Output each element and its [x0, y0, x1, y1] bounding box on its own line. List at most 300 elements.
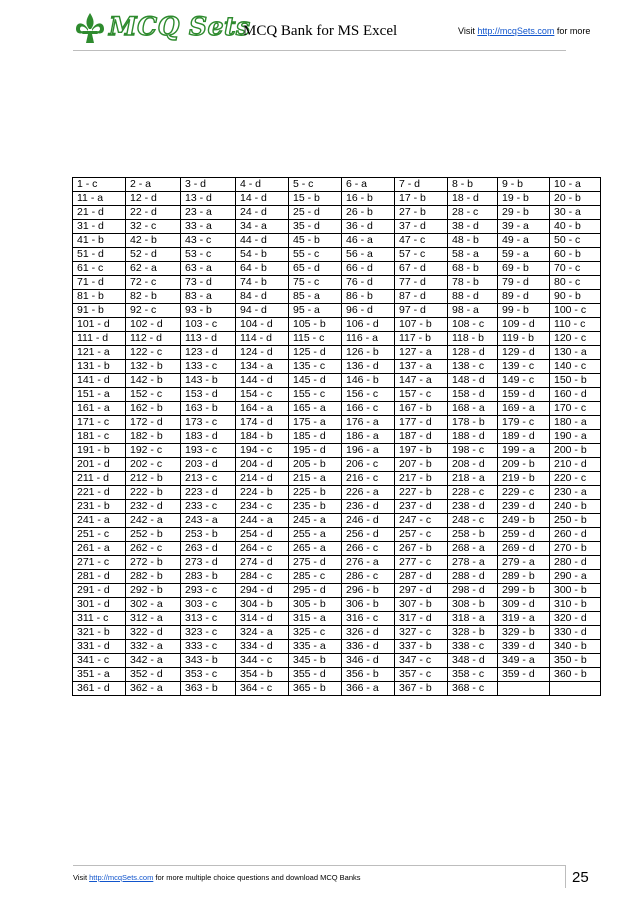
answer-cell: 283 - b [181, 570, 236, 584]
answer-cell: 300 - b [550, 584, 601, 598]
answer-cell: 317 - d [395, 612, 448, 626]
table-row [73, 206, 601, 220]
answer-cell: 350 - b [550, 654, 601, 668]
answer-cell: 231 - b [73, 500, 126, 514]
answer-cell: 324 - a [236, 626, 289, 640]
answer-cell: 95 - a [289, 304, 342, 318]
answer-cell: 330 - d [550, 626, 601, 640]
table-row [73, 584, 601, 598]
answer-cell: 165 - a [289, 402, 342, 416]
answer-cell: 208 - d [448, 458, 498, 472]
table-row [73, 248, 601, 262]
answer-cell: 139 - c [498, 360, 550, 374]
answer-cell: 254 - d [236, 528, 289, 542]
answer-cell: 92 - c [126, 304, 181, 318]
answer-cell: 31 - d [73, 220, 126, 234]
answer-cell: 305 - b [289, 598, 342, 612]
answer-cell: 212 - b [126, 472, 181, 486]
answer-cell: 307 - b [395, 598, 448, 612]
answer-cell: 262 - c [126, 542, 181, 556]
answer-cell: 227 - b [395, 486, 448, 500]
answer-cell: 106 - d [342, 318, 395, 332]
answer-cell: 107 - b [395, 318, 448, 332]
answer-cell: 96 - d [342, 304, 395, 318]
answer-cell: 63 - a [181, 262, 236, 276]
answer-cell: 36 - d [342, 220, 395, 234]
answer-cell: 89 - d [498, 290, 550, 304]
answer-cell: 198 - c [448, 444, 498, 458]
answer-cell: 73 - d [181, 276, 236, 290]
answer-cell: 80 - c [550, 276, 601, 290]
answer-cell: 297 - d [395, 584, 448, 598]
answer-cell: 196 - a [342, 444, 395, 458]
answer-cell: 113 - d [181, 332, 236, 346]
table-row [73, 374, 601, 388]
answer-cell: 285 - c [289, 570, 342, 584]
answer-cell: 43 - c [181, 234, 236, 248]
answer-cell: 60 - b [550, 248, 601, 262]
answer-cell: 153 - d [181, 388, 236, 402]
answer-cell: 86 - b [342, 290, 395, 304]
answer-cell: 2 - a [126, 178, 181, 192]
table-row [73, 444, 601, 458]
answer-cell: 191 - b [73, 444, 126, 458]
answer-cell: 220 - c [550, 472, 601, 486]
answer-cell: 244 - a [236, 514, 289, 528]
answer-cell: 365 - b [289, 682, 342, 696]
answer-cell: 148 - d [448, 374, 498, 388]
answer-cell: 5 - c [289, 178, 342, 192]
answer-cell: 24 - d [236, 206, 289, 220]
table-row [73, 360, 601, 374]
answer-cell: 33 - a [181, 220, 236, 234]
answer-cell: 127 - a [395, 346, 448, 360]
answer-cell: 83 - a [181, 290, 236, 304]
answer-cell: 313 - c [181, 612, 236, 626]
answer-cell: 272 - b [126, 556, 181, 570]
answer-cell: 102 - d [126, 318, 181, 332]
answer-cell: 229 - c [498, 486, 550, 500]
answer-cell: 147 - a [395, 374, 448, 388]
table-row [73, 612, 601, 626]
answer-cell: 314 - d [236, 612, 289, 626]
answer-cell: 344 - c [236, 654, 289, 668]
answer-cell: 210 - d [550, 458, 601, 472]
answer-cell: 356 - b [342, 668, 395, 682]
answer-cell: 333 - c [181, 640, 236, 654]
answer-cell: 203 - d [181, 458, 236, 472]
answer-cell: 359 - d [498, 668, 550, 682]
answer-cell: 180 - a [550, 416, 601, 430]
answer-cell: 235 - b [289, 500, 342, 514]
answer-cell: 188 - d [448, 430, 498, 444]
answer-cell: 363 - b [181, 682, 236, 696]
answer-cell: 117 - b [395, 332, 448, 346]
answer-cell: 99 - b [498, 304, 550, 318]
answer-cell: 353 - c [181, 668, 236, 682]
answer-cell: 223 - d [181, 486, 236, 500]
answer-cell: 259 - d [498, 528, 550, 542]
answer-cell: 256 - d [342, 528, 395, 542]
answer-cell: 246 - d [342, 514, 395, 528]
answer-cell: 270 - b [550, 542, 601, 556]
answer-cell: 170 - c [550, 402, 601, 416]
answer-cell: 248 - c [448, 514, 498, 528]
answer-cell: 219 - b [498, 472, 550, 486]
answer-cell: 90 - b [550, 290, 601, 304]
answer-cell: 340 - b [550, 640, 601, 654]
answer-cell: 338 - c [448, 640, 498, 654]
answer-key-table [72, 177, 601, 696]
answer-cell: 172 - d [126, 416, 181, 430]
answer-cell: 51 - d [73, 248, 126, 262]
answer-cell: 26 - b [342, 206, 395, 220]
answer-cell: 214 - d [236, 472, 289, 486]
answer-cell: 130 - a [550, 346, 601, 360]
answer-cell: 291 - d [73, 584, 126, 598]
answer-cell: 239 - d [498, 500, 550, 514]
answer-cell: 255 - a [289, 528, 342, 542]
answer-cell: 109 - d [498, 318, 550, 332]
answer-cell: 238 - d [448, 500, 498, 514]
answer-cell: 59 - a [498, 248, 550, 262]
table-row [73, 486, 601, 500]
answer-cell: 21 - d [73, 206, 126, 220]
answer-cell: 360 - b [550, 668, 601, 682]
answer-cell: 346 - d [342, 654, 395, 668]
table-row [73, 304, 601, 318]
answer-cell: 199 - a [498, 444, 550, 458]
answer-cell: 329 - b [498, 626, 550, 640]
answer-cell: 342 - a [126, 654, 181, 668]
answer-cell: 343 - b [181, 654, 236, 668]
answer-cell: 52 - d [126, 248, 181, 262]
answer-cell: 364 - c [236, 682, 289, 696]
answer-cell: 16 - b [342, 192, 395, 206]
answer-cell: 304 - b [236, 598, 289, 612]
answer-cell: 163 - b [181, 402, 236, 416]
answer-cell: 82 - b [126, 290, 181, 304]
answer-cell: 366 - a [342, 682, 395, 696]
answer-cell: 123 - d [181, 346, 236, 360]
answer-cell: 4 - d [236, 178, 289, 192]
answer-cell: 32 - c [126, 220, 181, 234]
answer-cell: 295 - d [289, 584, 342, 598]
answer-cell: 174 - d [236, 416, 289, 430]
answer-cell: 144 - d [236, 374, 289, 388]
answer-cell: 142 - b [126, 374, 181, 388]
answer-cell: 296 - b [342, 584, 395, 598]
answer-cell: 71 - d [73, 276, 126, 290]
table-row [73, 388, 601, 402]
answer-cell: 221 - d [73, 486, 126, 500]
answer-cell: 277 - c [395, 556, 448, 570]
answer-cell: 19 - b [498, 192, 550, 206]
answer-cell: 41 - b [73, 234, 126, 248]
table-row [73, 598, 601, 612]
answer-cell: 341 - c [73, 654, 126, 668]
answer-cell: 101 - d [73, 318, 126, 332]
answer-cell: 213 - c [181, 472, 236, 486]
answer-cell: 226 - a [342, 486, 395, 500]
answer-cell: 249 - b [498, 514, 550, 528]
answer-cell: 138 - c [448, 360, 498, 374]
answer-cell: 201 - d [73, 458, 126, 472]
answer-cell: 160 - d [550, 388, 601, 402]
table-row [73, 346, 601, 360]
answer-cell: 268 - a [448, 542, 498, 556]
answer-cell: 276 - a [342, 556, 395, 570]
answer-cell: 169 - a [498, 402, 550, 416]
answer-cell: 103 - c [181, 318, 236, 332]
answer-cell: 164 - a [236, 402, 289, 416]
table-row [73, 458, 601, 472]
answer-cell: 77 - d [395, 276, 448, 290]
answer-cell: 115 - c [289, 332, 342, 346]
table-row [73, 668, 601, 682]
answer-cell: 111 - d [73, 332, 126, 346]
answer-cell: 154 - c [236, 388, 289, 402]
mcqsets-logo[interactable] [73, 10, 251, 46]
table-row [73, 290, 601, 304]
document-title: MCQ Bank for MS Excel [243, 23, 398, 39]
table-row [73, 514, 601, 528]
answer-cell: 20 - b [550, 192, 601, 206]
answer-cell: 25 - d [289, 206, 342, 220]
answer-cell: 157 - c [395, 388, 448, 402]
answer-cell [550, 682, 601, 696]
table-row [73, 626, 601, 640]
answer-cell: 352 - d [126, 668, 181, 682]
table-row [73, 654, 601, 668]
answer-cell: 182 - b [126, 430, 181, 444]
answer-cell: 232 - d [126, 500, 181, 514]
answer-cell: 251 - c [73, 528, 126, 542]
answer-cell: 135 - c [289, 360, 342, 374]
answer-cell: 23 - a [181, 206, 236, 220]
answer-cell: 310 - b [550, 598, 601, 612]
page-number: 25 [572, 869, 589, 886]
answer-cell: 110 - c [550, 318, 601, 332]
answer-cell: 75 - c [289, 276, 342, 290]
answer-cell: 279 - a [498, 556, 550, 570]
table-row [73, 178, 601, 192]
answer-cell: 69 - b [498, 262, 550, 276]
answer-cell: 319 - a [498, 612, 550, 626]
answer-cell: 27 - b [395, 206, 448, 220]
answer-cell: 280 - d [550, 556, 601, 570]
answer-cell: 308 - b [448, 598, 498, 612]
answer-cell: 286 - c [342, 570, 395, 584]
answer-cell: 15 - b [289, 192, 342, 206]
answer-cell: 30 - a [550, 206, 601, 220]
header-visit-prefix: Visit [458, 26, 478, 36]
answer-cell: 18 - d [448, 192, 498, 206]
answer-cell: 225 - b [289, 486, 342, 500]
table-row [73, 276, 601, 290]
answer-cell: 120 - c [550, 332, 601, 346]
answer-cell: 143 - b [181, 374, 236, 388]
table-row [73, 542, 601, 556]
answer-cell: 136 - d [342, 360, 395, 374]
table-row [73, 682, 601, 696]
answer-cell: 48 - b [448, 234, 498, 248]
answer-cell: 121 - a [73, 346, 126, 360]
answer-cell: 50 - c [550, 234, 601, 248]
answer-cell: 29 - b [498, 206, 550, 220]
answer-cell: 166 - c [342, 402, 395, 416]
answer-cell: 281 - d [73, 570, 126, 584]
answer-cell: 38 - d [448, 220, 498, 234]
answer-cell: 289 - b [498, 570, 550, 584]
table-row [73, 430, 601, 444]
answer-cell: 128 - d [448, 346, 498, 360]
answer-cell: 224 - b [236, 486, 289, 500]
footer-suffix: for more multiple choice questions and download MCQ Banks [153, 873, 361, 882]
answer-cell: 7 - d [395, 178, 448, 192]
answer-cell: 265 - a [289, 542, 342, 556]
answer-cell: 278 - a [448, 556, 498, 570]
answer-cell: 321 - b [73, 626, 126, 640]
footer-text [73, 873, 361, 882]
answer-cell: 357 - c [395, 668, 448, 682]
answer-cell: 275 - d [289, 556, 342, 570]
answer-cell: 250 - b [550, 514, 601, 528]
answer-cell: 8 - b [448, 178, 498, 192]
answer-cell: 347 - c [395, 654, 448, 668]
answer-cell: 195 - d [289, 444, 342, 458]
answer-cell: 294 - d [236, 584, 289, 598]
answer-cell: 162 - b [126, 402, 181, 416]
answer-cell: 200 - b [550, 444, 601, 458]
table-row [73, 192, 601, 206]
answer-cell: 287 - d [395, 570, 448, 584]
answer-cell: 122 - c [126, 346, 181, 360]
answer-cell: 236 - d [342, 500, 395, 514]
answer-cell: 67 - d [395, 262, 448, 276]
answer-cell: 78 - b [448, 276, 498, 290]
footer-site-link[interactable]: http://mcqSets.com [89, 873, 154, 882]
answer-cell: 178 - b [448, 416, 498, 430]
answer-cell: 156 - c [342, 388, 395, 402]
answer-cell: 252 - b [126, 528, 181, 542]
answer-cell: 105 - b [289, 318, 342, 332]
header-divider [73, 50, 566, 51]
answer-cell: 84 - d [236, 290, 289, 304]
answer-cell: 179 - c [498, 416, 550, 430]
answer-cell: 66 - d [342, 262, 395, 276]
answer-cell: 129 - d [498, 346, 550, 360]
answer-cell: 149 - c [498, 374, 550, 388]
answer-cell: 355 - d [289, 668, 342, 682]
answer-cell: 108 - c [448, 318, 498, 332]
answer-cell: 354 - b [236, 668, 289, 682]
answer-cell: 328 - b [448, 626, 498, 640]
answer-cell: 44 - d [236, 234, 289, 248]
answer-cell: 245 - a [289, 514, 342, 528]
answer-cell: 303 - c [181, 598, 236, 612]
answer-cell: 266 - c [342, 542, 395, 556]
answer-cell: 40 - b [550, 220, 601, 234]
answer-cell: 311 - c [73, 612, 126, 626]
table-row [73, 528, 601, 542]
answer-cell: 216 - c [342, 472, 395, 486]
answer-cell: 209 - b [498, 458, 550, 472]
answer-cell: 10 - a [550, 178, 601, 192]
answer-cell: 186 - a [342, 430, 395, 444]
answer-cell: 85 - a [289, 290, 342, 304]
answer-cell: 42 - b [126, 234, 181, 248]
answer-cell: 124 - d [236, 346, 289, 360]
answer-cell: 368 - c [448, 682, 498, 696]
answer-cell: 141 - d [73, 374, 126, 388]
answer-cell: 271 - c [73, 556, 126, 570]
answer-cell: 264 - c [236, 542, 289, 556]
answer-cell: 288 - d [448, 570, 498, 584]
answer-cell: 49 - a [498, 234, 550, 248]
answer-cell: 54 - b [236, 248, 289, 262]
header-visit-text [458, 26, 590, 36]
answer-cell: 292 - b [126, 584, 181, 598]
answer-cell: 125 - d [289, 346, 342, 360]
answer-cell: 282 - b [126, 570, 181, 584]
answer-cell: 257 - c [395, 528, 448, 542]
answer-cell: 273 - d [181, 556, 236, 570]
header-site-link[interactable]: http://mcqSets.com [477, 26, 555, 36]
answer-cell: 240 - b [550, 500, 601, 514]
answer-cell: 258 - b [448, 528, 498, 542]
answer-cell: 53 - c [181, 248, 236, 262]
answer-cell: 17 - b [395, 192, 448, 206]
table-row [73, 332, 601, 346]
table-row [73, 640, 601, 654]
answer-cell: 87 - d [395, 290, 448, 304]
answer-cell: 327 - c [395, 626, 448, 640]
answer-cell: 230 - a [550, 486, 601, 500]
answer-cell: 177 - d [395, 416, 448, 430]
answer-cell: 332 - a [126, 640, 181, 654]
answer-cell: 76 - d [342, 276, 395, 290]
answer-cell: 334 - d [236, 640, 289, 654]
answer-cell: 189 - d [498, 430, 550, 444]
answer-cell: 11 - a [73, 192, 126, 206]
answer-cell: 58 - a [448, 248, 498, 262]
answer-cell: 316 - c [342, 612, 395, 626]
answer-cell: 137 - a [395, 360, 448, 374]
answer-cell: 114 - d [236, 332, 289, 346]
answer-cell: 152 - c [126, 388, 181, 402]
answer-cell: 253 - b [181, 528, 236, 542]
answer-cell: 197 - b [395, 444, 448, 458]
answer-cell: 211 - d [73, 472, 126, 486]
answer-cell: 22 - d [126, 206, 181, 220]
answer-cell: 12 - d [126, 192, 181, 206]
answer-cell: 222 - b [126, 486, 181, 500]
footer-divider [73, 865, 566, 866]
answer-cell: 14 - d [236, 192, 289, 206]
answer-cell: 205 - b [289, 458, 342, 472]
answer-cell: 1 - c [73, 178, 126, 192]
answer-cell: 176 - a [342, 416, 395, 430]
answer-cell: 97 - d [395, 304, 448, 318]
answer-cell: 119 - b [498, 332, 550, 346]
answer-cell: 65 - d [289, 262, 342, 276]
answer-cell: 94 - d [236, 304, 289, 318]
answer-cell: 234 - c [236, 500, 289, 514]
answer-cell: 28 - c [448, 206, 498, 220]
table-row [73, 500, 601, 514]
answer-cell: 323 - c [181, 626, 236, 640]
